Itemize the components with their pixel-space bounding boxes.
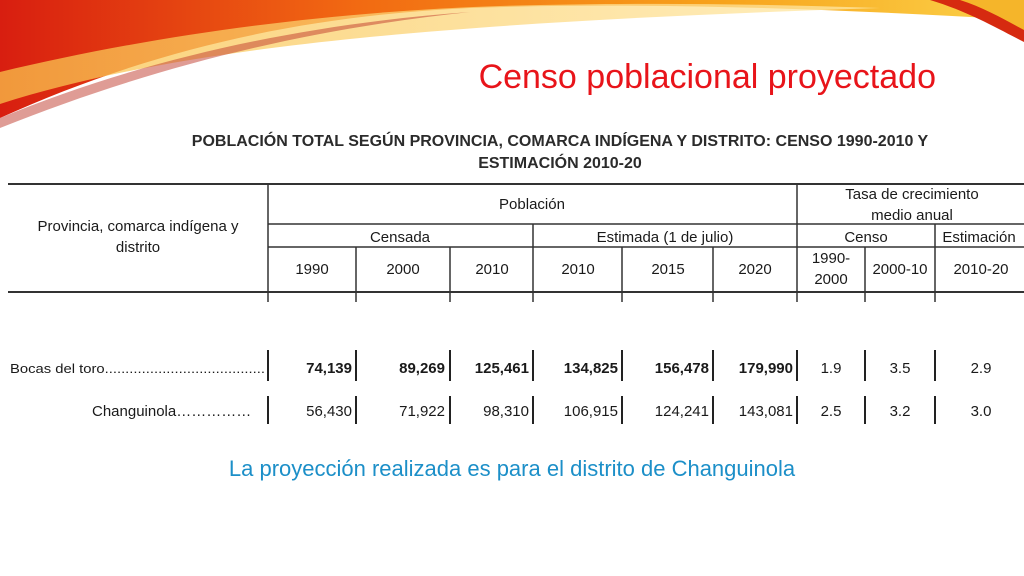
table-heading-line2: ESTIMACIÓN 2010-20 [478, 155, 642, 172]
year-header: 2010 [561, 261, 595, 278]
table-cell: 124,241 [654, 403, 709, 420]
table-cell: 3.5 [889, 360, 911, 377]
table-cell: 1.9 [820, 360, 842, 377]
row-name-bocas: Bocas del toro....................................... [10, 361, 265, 376]
rate-header: 1990- [811, 250, 851, 267]
table-cell: 156,478 [654, 360, 709, 377]
table-cell: 125,461 [474, 360, 529, 377]
year-header: 2000 [386, 261, 420, 278]
population-table [0, 180, 1024, 430]
table-cell: 134,825 [563, 360, 618, 377]
year-header: 2015 [651, 261, 685, 278]
sub-censo: Censo [844, 229, 888, 246]
table-cell: 2.9 [970, 360, 992, 377]
table-cell: 71,922 [399, 403, 445, 420]
sub-censada: Censada [369, 229, 431, 246]
table-heading [150, 131, 970, 175]
rate-header: 2000 [814, 271, 848, 288]
row-header-line1: Provincia, comarca indígena y [37, 218, 239, 235]
row-header-line2: distrito [115, 239, 161, 256]
table-heading-line1: POBLACIÓN TOTAL SEGÚN PROVINCIA, COMARCA INDÍGENA Y DISTRITO: CENSO 1990-2010 Y [191, 133, 929, 150]
year-header: 2010 [475, 261, 509, 278]
table-cell: 143,081 [738, 403, 793, 420]
table-cell: 56,430 [306, 403, 352, 420]
rate-header: 2010-20 [953, 261, 1009, 278]
footnote: La proyección realizada es para el distrito de Changuinola [228, 456, 796, 481]
table-cell: 3.0 [970, 403, 992, 420]
group-tasa-line1: Tasa de crecimiento [845, 186, 979, 203]
group-poblacion: Población [499, 196, 565, 213]
table-cell: 3.2 [889, 403, 911, 420]
slide-title: Censo poblacional proyectado [478, 58, 936, 96]
table-cell: 2.5 [820, 403, 842, 420]
year-header: 1990 [295, 261, 329, 278]
rate-header: 2000-10 [872, 261, 928, 278]
sub-estimacion: Estimación [942, 229, 1016, 246]
table-cell: 98,310 [483, 403, 529, 420]
year-header: 2020 [738, 261, 772, 278]
table-cell: 106,915 [563, 403, 618, 420]
row-name-changuinola: Changuinola…………… [92, 403, 252, 420]
table-cell: 74,139 [306, 360, 352, 377]
sub-estimada: Estimada (1 de julio) [596, 229, 734, 246]
table-cell: 89,269 [399, 360, 445, 377]
group-tasa-line2: medio anual [871, 207, 953, 224]
table-cell: 179,990 [738, 360, 793, 377]
